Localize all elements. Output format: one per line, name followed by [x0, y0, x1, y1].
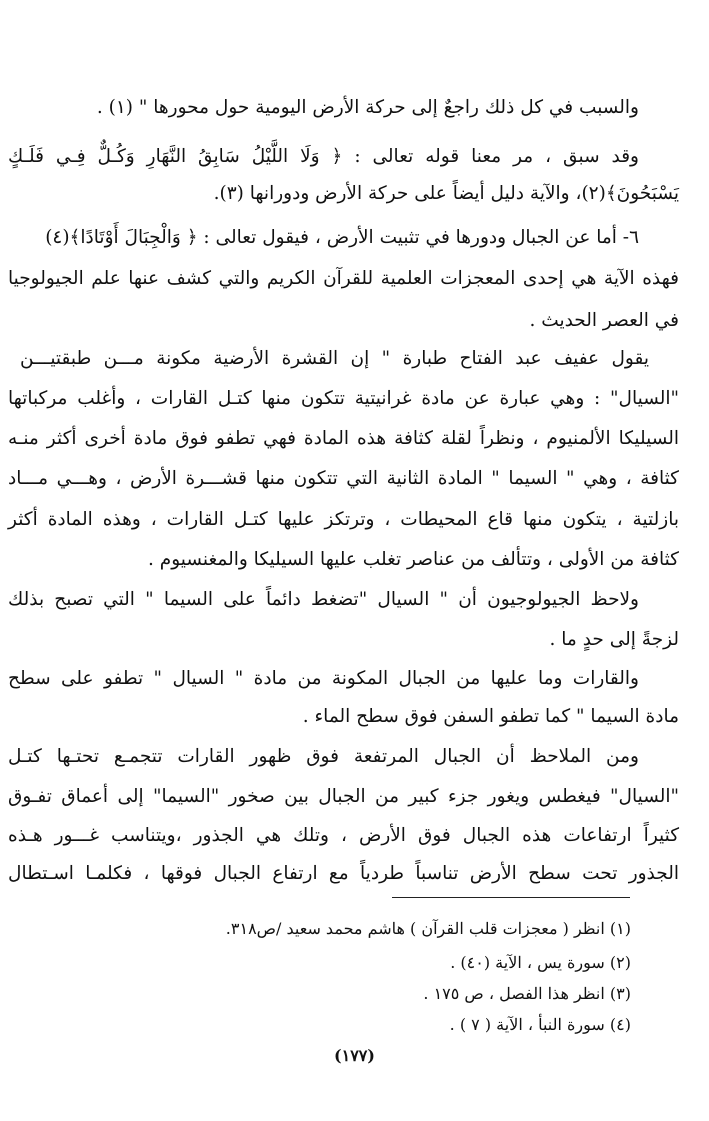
body-line-17: ومن الملاحظ أن الجبال المرتفعة فوق ظهور القارات تتجمـع تحتـها كتـل — [8, 746, 639, 767]
body-line-15: والقارات وما عليها من الجبال المكونة من مادة " السيال " تطفو على سطح — [8, 668, 639, 689]
body-line-13: ولاحظ الجيولوجيون أن " السيال "تضغط دائماً على السيما " التي تصبح بذلك — [8, 589, 639, 610]
footnote-2: (٢) سورة يس ، الآية (٤٠) . — [450, 953, 631, 972]
body-line-1: والسبب في كل ذلك راجعٌ إلى حركة الأرض اليومية حول محورها " (١) . — [96, 97, 639, 118]
footnote-separator — [392, 897, 630, 898]
body-line-11: بازلتية ، يتكون منها قاع المحيطات ، وترتكز عليها كتـل القارات ، وهذه المادة أكثر — [8, 509, 679, 530]
body-line-19: كثيراً ارتفاعات هذه الجبال فوق الأرض ، وتلك هي الجذور ،ويتناسب غـــور هـذه — [8, 825, 679, 846]
footnote-1: (١) انظر ( معجزات قلب القرآن ) هاشم محمد سعيد /ص٣١٨. — [225, 919, 631, 938]
body-line-3: يَسْبَحُونَ﴾(٢)، والآية دليل أيضاً على حركة الأرض ودورانها (٣). — [213, 183, 679, 204]
body-line-5: فهذه الآية هي إحدى المعجزات العلمية للقرآن الكريم والتي كشف عنها علم الجيولوجيا — [8, 268, 679, 289]
body-line-2: وقد سبق ، مر معنا قوله تعالى : ﴿ وَلَا اللَّيْلُ سَابِقُ النَّهَارِ وَكُـلٌّ فِـي فَلَـكٍ — [8, 146, 639, 167]
body-line-16: مادة السيما " كما تطفو السفن فوق سطح الماء . — [302, 706, 679, 727]
body-line-18: "السيال" فيغطس ويغور جزء كبير من الجبال بين صخور "السيما" إلى أعماق تفـوق — [8, 786, 679, 807]
body-line-14: لزجةً إلى حدٍ ما . — [549, 629, 679, 650]
body-line-9: السيليكا الألمنيوم ، ونظراً لقلة كثافة هذه المادة فهي تطفو فوق مادة أخرى أكثر منـه — [8, 428, 679, 449]
body-line-8: "السيال" : وهي عبارة عن مادة غرانيتية تتكون منها كتـل القارات ، وأغلب مركباتها — [8, 388, 679, 409]
body-line-12: كثافة من الأولى ، وتتألف من عناصر تغلب عليها السيليكا والمغنسيوم . — [148, 549, 679, 570]
body-line-20: الجذور تحت سطح الأرض تناسباً طردياً مع ارتفاع الجبال فوقها ، فكلمـا اسـتطال — [8, 863, 679, 884]
body-line-7: يقول عفيف عبد الفتاح طبارة " إن القشرة الأرضية مكونة مـــن طبقتيـــن — [20, 348, 649, 369]
footnote-3: (٣) انظر هذا الفصل ، ص ١٧٥ . — [423, 984, 631, 1003]
body-line-10: كثافة ، وهي " السيما " المادة الثانية التي تتكون منها قشـــرة الأرض ، وهـــي مـــاد — [8, 468, 679, 489]
page-number: (١٧٧) — [334, 1046, 375, 1065]
body-line-6: في العصر الحديث . — [529, 310, 679, 331]
body-line-4: ٦- أما عن الجبال ودورها في تثبيت الأرض ، فيقول تعالى : ﴿ وَالْجِبَالَ أَوْتَادًا﴾(٤) — [45, 227, 639, 248]
footnote-4: (٤) سورة النبأ ، الآية ( ٧ ) . — [449, 1015, 631, 1034]
